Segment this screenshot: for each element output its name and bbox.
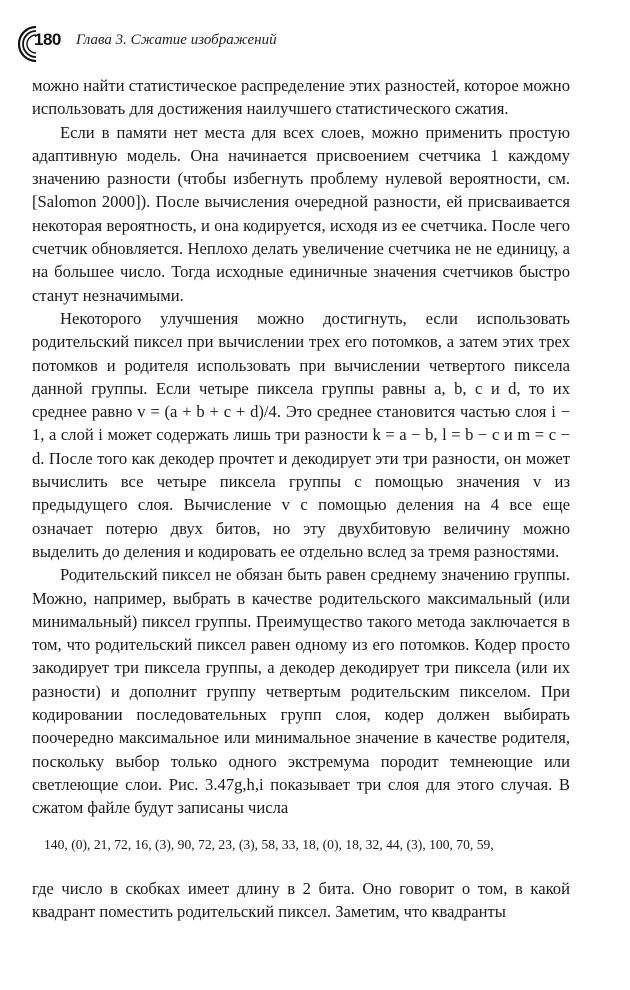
paragraph: можно найти статистическое распределение этих разностей, которое можно использовать для достижения наилучшего статистического сжатия. (32, 76, 570, 119)
page-number: 180 (34, 30, 61, 49)
paragraph: Родительский пиксел не обязан быть равен среднему значению группы. Можно, например, выбрать в качестве родительского максимальный (или минимальный) пиксел группы. Преимущество такого метода заключается в том, что родительский пиксел равен одному из его потомков. Кодер просто закодирует три пиксела группы, а декодер декодирует три пиксела (или их разности) и дополнит группу четвертым родительским пикселом. При кодировании последовательных групп слоя, кодер должен выбирать поочередно максимальное или минимальное значение в качестве родителя, поскольку выбор только одного экстремума породит темнеющие или светлеющие слои. Рис. 3.47g,h,i показывает три слоя для этого случая. В сжатом файле будут записаны числа (32, 565, 570, 818)
chapter-title: Глава 3. Сжатие изображений (76, 32, 277, 48)
paragraph: где число в скобках имеет длину в 2 бита. Оно говорит о том, в какой квадрант поместить родительский пиксел. Заметим, что квадранты (32, 878, 570, 922)
body-text (32, 74, 570, 923)
number-sequence: 140, (0), 21, 72, 16, (3), 90, 72, 23, (3), 58, 33, 18, (0), 18, 32, 44, (3), 100, 70, 59, (44, 836, 494, 852)
page-number-badge (14, 24, 60, 64)
paragraph: Некоторого улучшения можно достигнуть, если использовать родительский пиксел при вычислении трех его потомков, а затем этих трех потомков и родителя использовать при вычислении четвертого пиксела данной группы. Если четыре пиксела группы равны a, b, c и d, то их среднее равно v = (a + b + c + d)/4. Это среднее становится частью слоя i − 1, а слой i может содержать лишь три разности k = a − b, l = b − c и m = c − d. После того как декодер прочтет и декодирует эти три разности, он может вычислить все четыре пиксела группы с помощью значения v из предыдущего слоя. Вычисление v с помощью деления на 4 все еще означает потерю двух битов, но эту двухбитовую величину можно выделить до деления и кодировать ее отдельно вслед за тремя разностями. (32, 308, 570, 561)
paragraph: Если в памяти нет места для всех слоев, можно применить простую адаптивную модель. Она начинается присвоением счетчика 1 каждому значению разности (чтобы избегнуть проблему нулевой вероятности, см. [Salomon 2000]). После вычисления очередной разности, ей присваивается некоторая вероятность, и она кодируется, исходя из ее счетчика. После чего счетчик обновляется. Неплохо делать увеличение счетчика не не единицу, а на большее число. Тогда исходные единичные значения счетчиков быстро станут незначимыми. (32, 122, 570, 305)
